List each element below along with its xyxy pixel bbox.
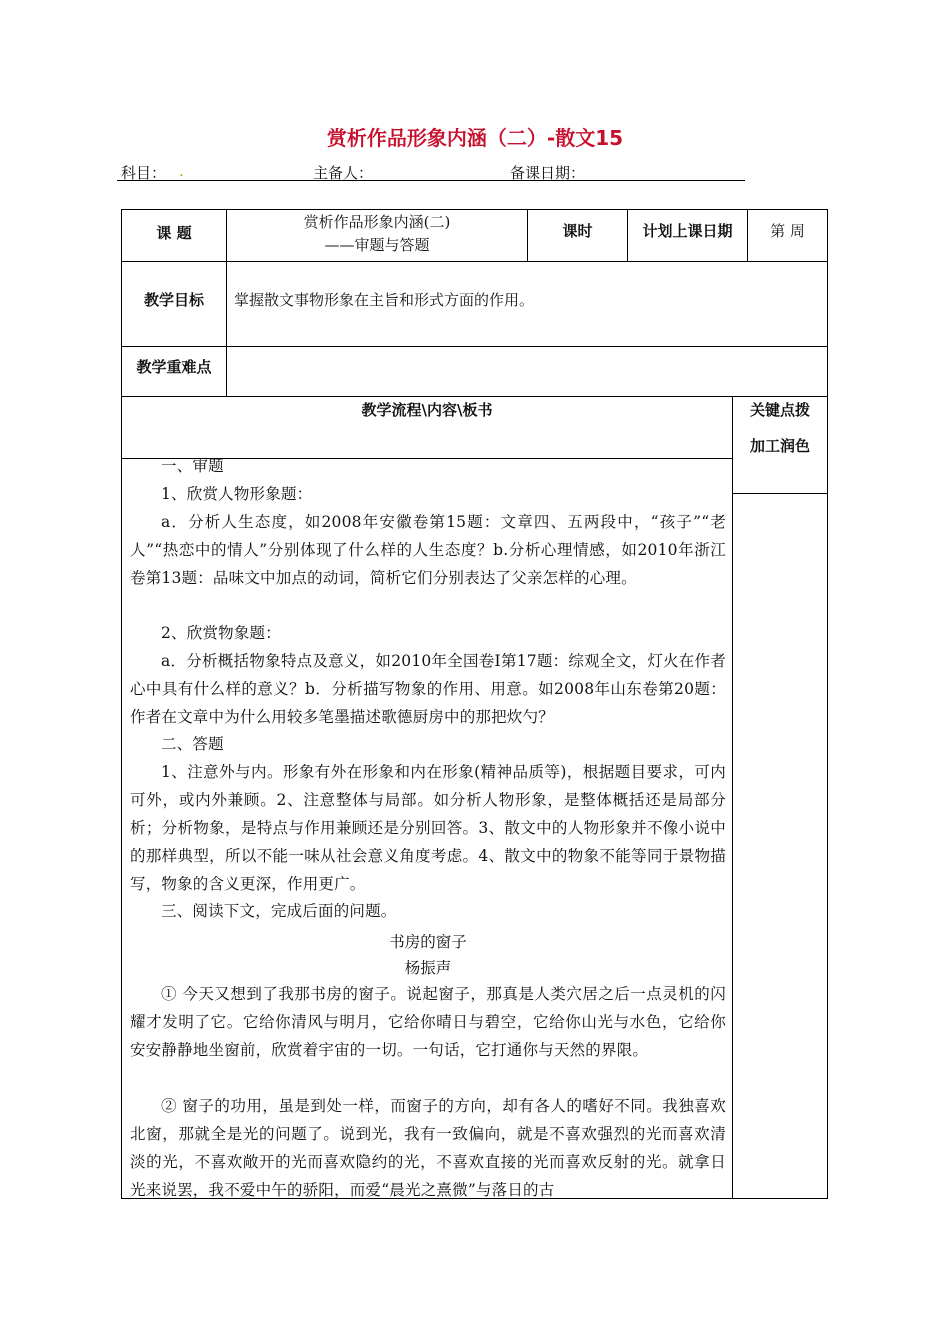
essay-title: 书房的窗子 — [389, 933, 467, 951]
section-1-heading: 一、审题 — [161, 457, 224, 475]
topic-line2: ——审题与答题 — [324, 236, 430, 254]
date-label: 备课日期： — [510, 164, 586, 182]
side-label-1: 关键点拨 — [749, 401, 810, 419]
key-points-label: 教学重难点 — [136, 358, 212, 376]
week-label: 第 周 — [770, 222, 805, 240]
goal-text: 掌握散文事物形象在主旨和形式方面的作用。 — [234, 291, 535, 309]
meta-line — [117, 162, 745, 181]
preparer-label: 主备人： — [313, 164, 374, 182]
paragraph-1a: a．分析人生态度，如2008年安徽卷第15题：文章四、五两段中，“孩子”“老人”“热恋中的情人”分别体现了什么样的人生态度？b.分析心理情感，如2010年浙江卷第13题：品味文中加点的动词，简析它们分别表达了父亲怎样的心理。 — [130, 513, 726, 587]
period-label: 课时 — [562, 222, 593, 240]
essay-author: 杨振声 — [404, 959, 452, 977]
side-label-2: 加工润色 — [749, 437, 810, 455]
item-1-heading: 1、欣赏人物形象题： — [161, 485, 313, 503]
section-2-heading: 二、答题 — [161, 735, 224, 753]
topic-line1: 赏析作品形象内涵(二) — [303, 213, 451, 231]
essay-paragraph-2: ② 窗子的功用，虽是到处一样，而窗子的方向，却有各人的嗜好不同。我独喜欢北窗，那就全是光的问题了。说到光，我有一致偏向，就是不喜欢强烈的光而喜欢清淡的光，不喜欢敞开的光而喜欢隐约的光，不喜欢直接的光而喜欢反射的光。就拿日光来说罢，我不爱中午的骄阳，而爱“晨光之熹微”与落日的古 — [130, 1097, 726, 1199]
paragraph-answer: 1、注意外与内。形象有外在形象和内在形象(精神品质等)，根据题目要求，可内可外，或内外兼顾。2、注意整体与局部。如分析人物形象，是整体概括还是局部分析；分析物象，是特点与作用兼顾还是分别回答。3、散文中的人物形象并不像小说中的那样典型，所以不能一味从社会意义角度考虑。4、散文中的物象不能等同于景物描写，物象的含义更深，作用更广。 — [130, 763, 726, 893]
item-2-heading: 2、欣赏物象题： — [161, 624, 281, 642]
section-3-heading: 三、阅读下文，完成后面的问题。 — [161, 902, 397, 920]
essay-paragraph-1: ① 今天又想到了我那书房的窗子。说起窗子，那真是人类穴居之后一点灵机的闪耀才发明了它。它给你清风与明月，它给你晴日与碧空，它给你山光与水色，它给你安安静静地坐窗前，欣赏着宇宙的一切。一句话，它打通你与天然的界限。 — [130, 985, 726, 1059]
subject-label: 科目： — [121, 164, 167, 182]
flow-label: 教学流程\内容\板书 — [361, 401, 493, 419]
plan-date-label: 计划上课日期 — [642, 222, 733, 240]
goal-label: 教学目标 — [143, 291, 204, 309]
document-title: 赏析作品形象内涵（二）-散文15 — [326, 126, 624, 150]
decor-dot: . — [179, 162, 184, 180]
paragraph-2a: a．分析概括物象特点及意义，如2010年全国卷Ⅰ第17题：综观全文，灯火在作者心中具有什么样的意义？b．分析描写物象的作用、用意。如2008年山东卷第20题：作者在文章中为什么用较多笔墨描述歌德厨房中的那把炊勺？ — [130, 652, 726, 726]
topic-label: 课 题 — [156, 224, 192, 242]
